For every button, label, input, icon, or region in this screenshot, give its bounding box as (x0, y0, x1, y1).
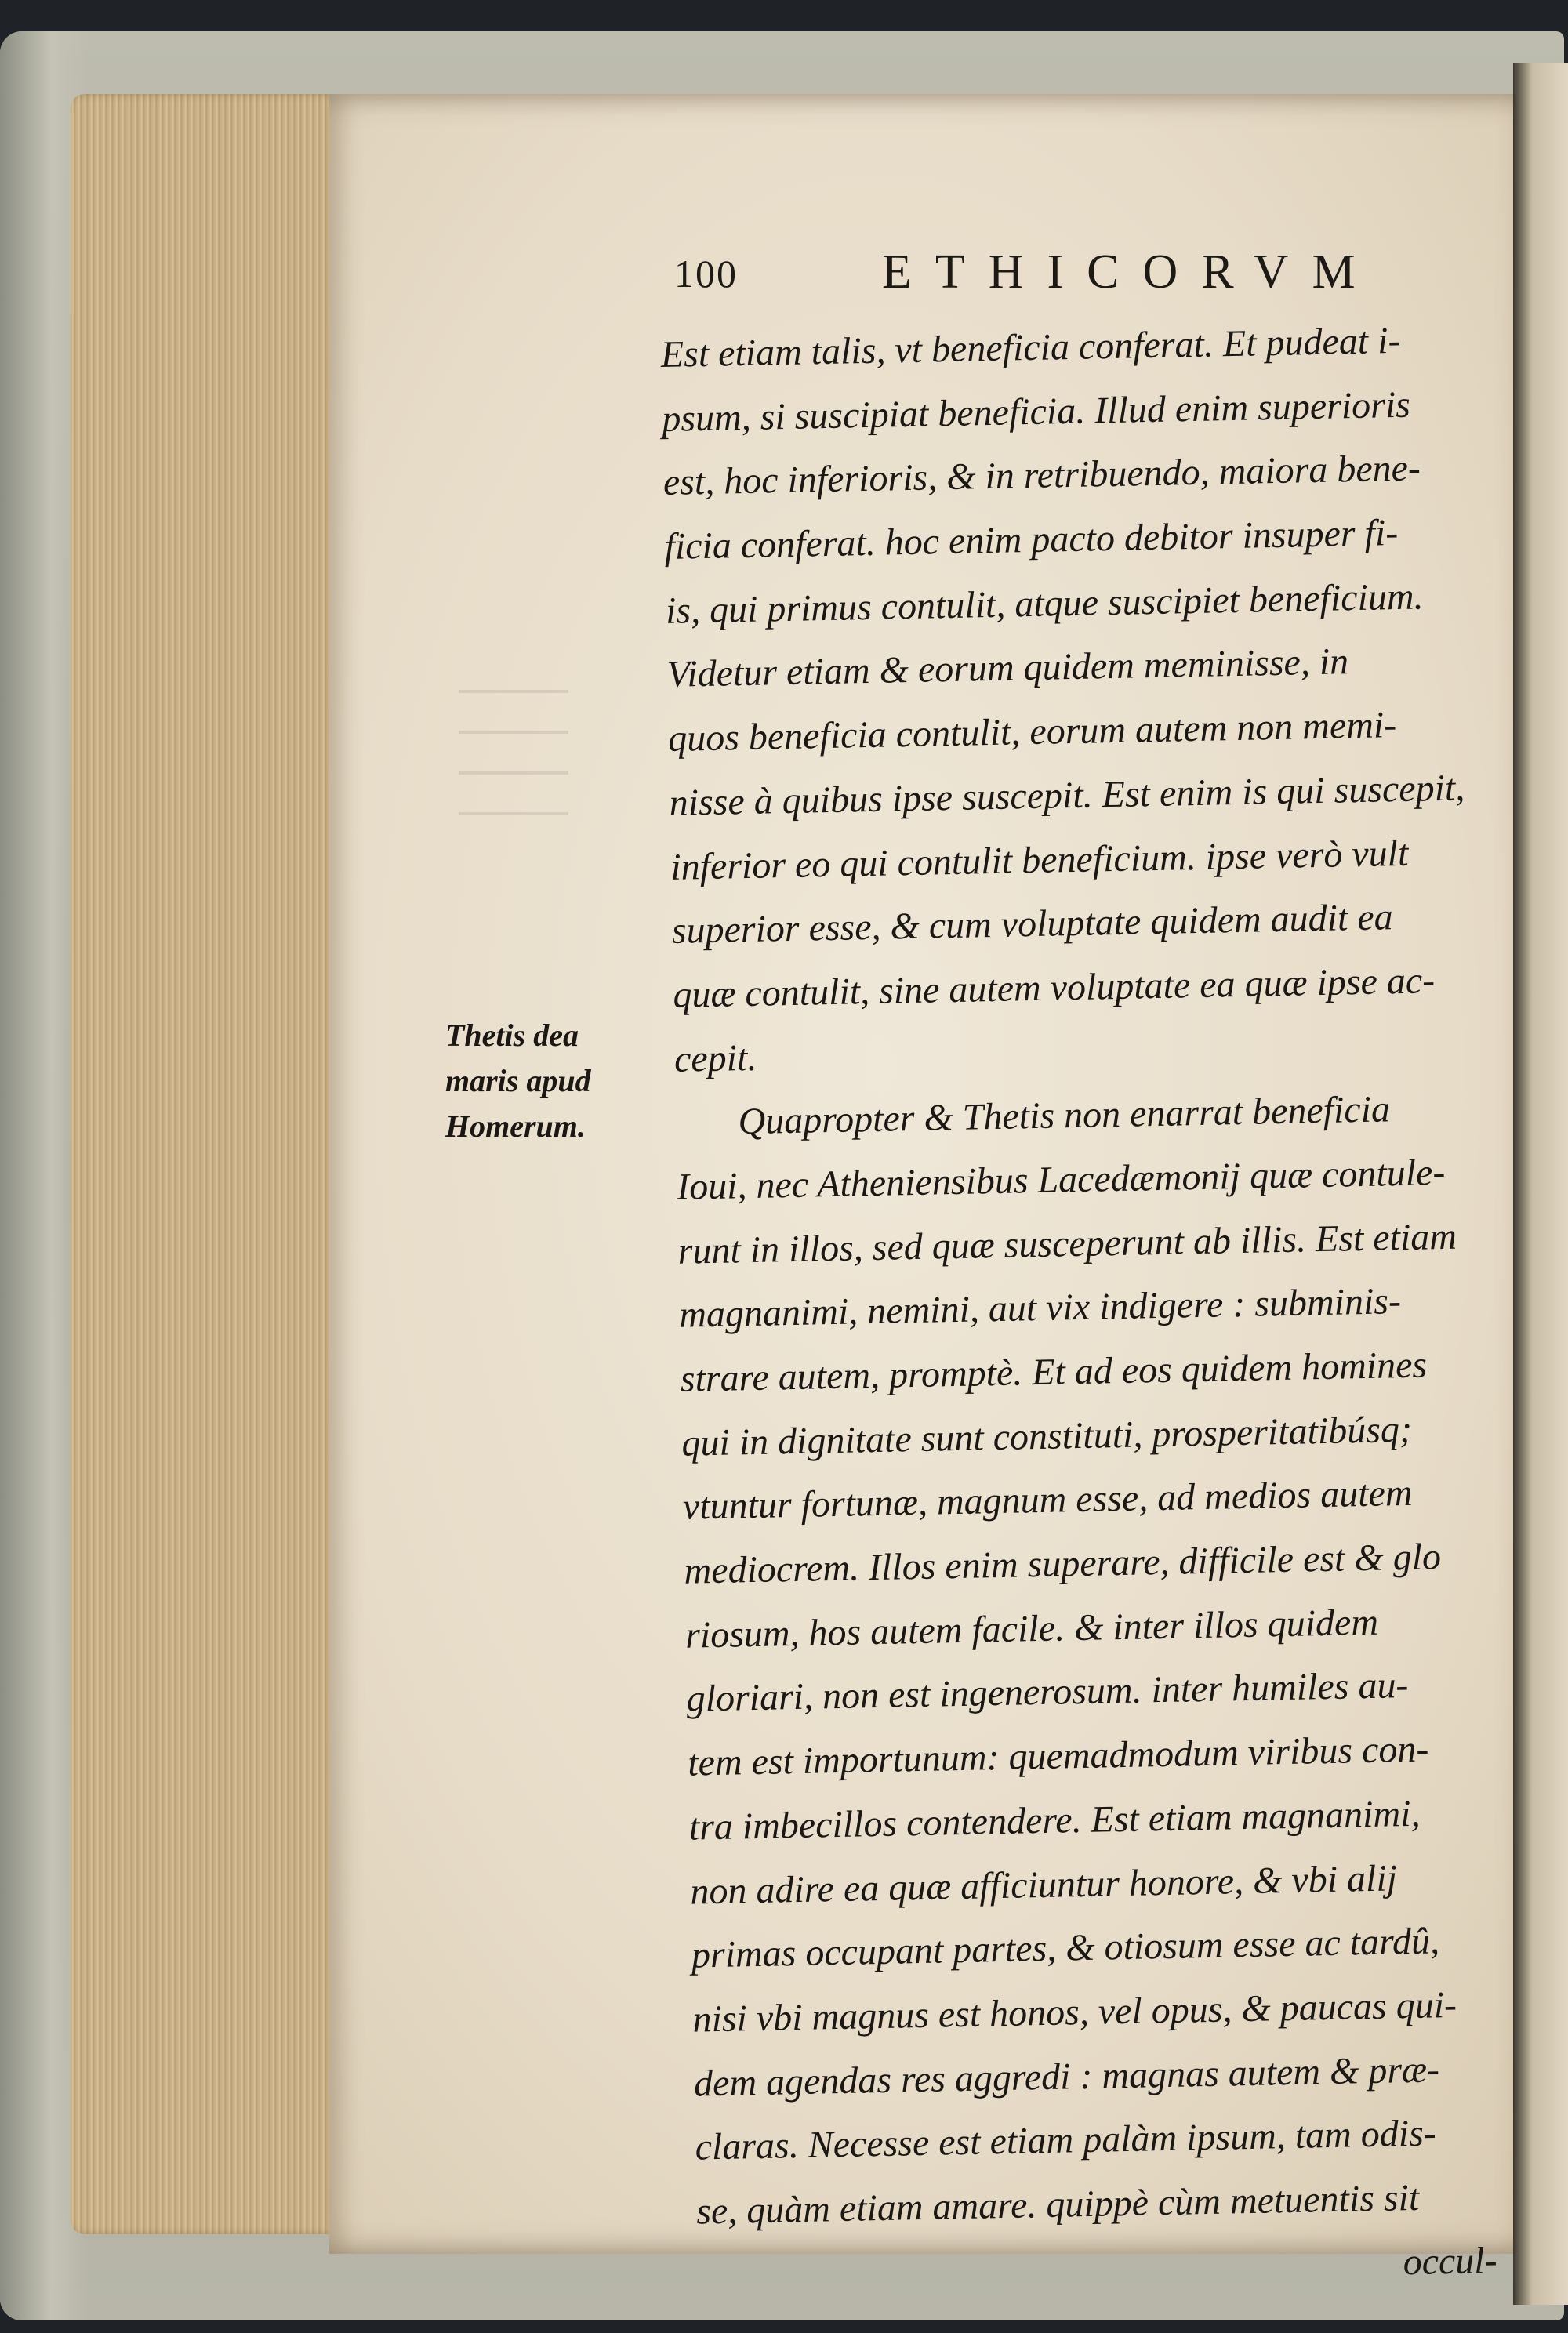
text-line: primas occupant partes, & otiosum esse ac tardû, (691, 1920, 1440, 1976)
text-line: ficia conferat. hoc enim pacto debitor insuper fi- (663, 512, 1399, 568)
text-line: tem est importunum: quemadmodum viribus con- (687, 1728, 1429, 1784)
text-line: is, qui primus contulit, atque suscipiet beneficium. (665, 575, 1424, 632)
text-line: cepit. (673, 1036, 757, 1080)
text-line: nisse à quibus ipse suscepit. Est enim is qui suscepit, (669, 767, 1465, 824)
marginal-line: Thetis dea (445, 1018, 579, 1053)
marginal-note (445, 1013, 633, 1149)
text-line: est, hoc inferioris, & in retribuendo, maiora bene- (662, 447, 1421, 504)
text-line: mediocrem. Illos enim superare, difficile est & glo (684, 1536, 1442, 1592)
text-line: inferior eo qui contulit beneficium. ipse verò vult (670, 832, 1409, 888)
text-line: quæ contulit, sine autem voluptate ea quæ ipse ac- (672, 960, 1436, 1016)
text-line: psum, si suscipiat beneficia. Illud enim superioris (661, 383, 1411, 440)
text-line: se, quàm etiam amare. quippè cùm metuentis sit (695, 2176, 1420, 2233)
text-line: gloriari, non est ingenerosum. inter humiles au- (686, 1664, 1409, 1721)
text-line: vtuntur fortunæ, magnum esse, ad medios autem (682, 1472, 1413, 1529)
page-edges (71, 94, 337, 2234)
text-line: riosum, hos autem facile. & inter illos quidem (684, 1601, 1379, 1656)
text-line: qui in dignitate sunt constituti, prosperitatibúsq; (681, 1408, 1413, 1464)
text-line: runt in illos, sed quæ susceperunt ab illis. Est etiam (677, 1215, 1457, 1272)
text-line: nisi vbi magnus est honos, vel opus, & paucas qui- (692, 1983, 1457, 2041)
text-line: Videtur etiam & eorum quidem meminisse, in (666, 640, 1349, 696)
text-line: dem agendas res aggredi : magnas autem & præ- (693, 2048, 1440, 2105)
text-line: non adire ea quæ afficiuntur honore, & vbi alij (689, 1856, 1398, 1913)
text-line: magnanimi, nemini, aut vix indigere : subminis- (678, 1280, 1402, 1337)
text-line: quos beneficia contulit, eorum autem non memi- (667, 704, 1397, 760)
text-line: Quapropter & Thetis non enarrat beneficia (738, 1088, 1391, 1143)
text-line: tra imbecillos contendere. Est etiam magnanimi, (688, 1792, 1421, 1849)
body-text (660, 307, 1537, 2307)
marginal-line: Homerum. (445, 1108, 586, 1144)
text-line: superior esse, & cum voluptate quidem audit ea (671, 896, 1394, 952)
page-number: 100 (674, 252, 738, 296)
text-line: occul- (1403, 2239, 1498, 2283)
text-line: Est etiam talis, vt beneficia conferat. Et pudeat i- (660, 319, 1401, 376)
text-line: Ioui, nec Atheniensibus Lacedæmonij quæ contule- (676, 1151, 1446, 1208)
marginal-line: maris apud (445, 1063, 591, 1098)
text-line: strare autem, promptè. Et ad eos quidem homines (680, 1344, 1428, 1400)
text-line: claras. Necesse est etiam palàm ipsum, tam odis- (695, 2112, 1437, 2168)
running-head: ETHICORVM (882, 245, 1379, 299)
page-header (674, 245, 1458, 314)
ink-offset (459, 690, 568, 815)
